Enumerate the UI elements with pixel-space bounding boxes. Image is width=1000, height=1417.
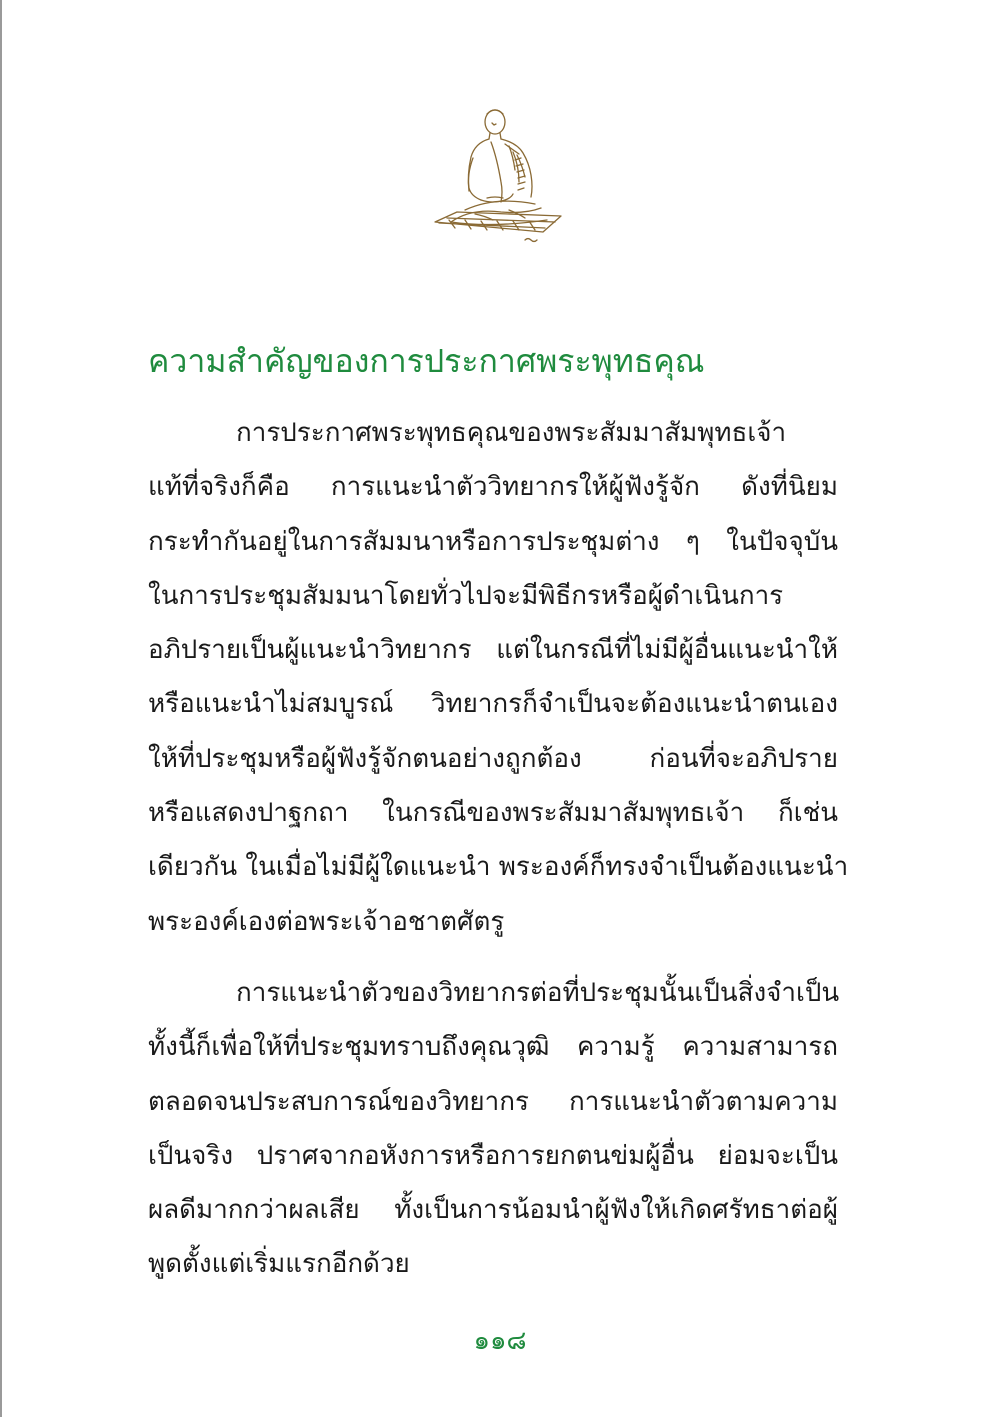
paragraph-line: กระทำกันอยู่ในการสัมมนาหรือการประชุมต่าง ๆ ในปัจจุบัน bbox=[148, 526, 838, 557]
paragraph-line: ผลดีมากกว่าผลเสีย ทั้งเป็นการน้อมนำผู้ฟังให้เกิดศรัทธาต่อผู้ bbox=[148, 1195, 838, 1226]
paragraph-line: ให้ที่ประชุมหรือผู้ฟังรู้จักตนอย่างถูกต้อง ก่อนที่จะอภิปราย bbox=[148, 743, 838, 774]
paragraph-line: อภิปรายเป็นผู้แนะนำวิทยากร แต่ในกรณีที่ไม่มีผู้อื่นแนะนำให้ bbox=[148, 635, 838, 666]
section-heading: ความสำคัญของการประกาศพระพุทธคุณ bbox=[148, 342, 705, 380]
paragraph-line: หรือแนะนำไม่สมบูรณ์ วิทยากรก็จำเป็นจะต้องแนะนำตนเอง bbox=[148, 689, 838, 720]
paragraph-line: เดียวกัน ในเมื่อไม่มีผู้ใดแนะนำ พระองค์ก็ทรงจำเป็นต้องแนะนำ bbox=[148, 852, 849, 883]
paragraph-line: เป็นจริง ปราศจากอหังการหรือการยกตนข่มผู้อื่น ย่อมจะเป็น bbox=[148, 1140, 838, 1171]
page-number: ๑๑๘ bbox=[473, 1326, 527, 1356]
page-edge-rule bbox=[0, 0, 2, 1417]
paragraph-line: ทั้งนี้ก็เพื่อให้ที่ประชุมทราบถึงคุณวุฒิ ความรู้ ความสามารถ bbox=[148, 1032, 838, 1063]
paragraph-line: หรือแสดงปาฐกถา ในกรณีของพระสัมมาสัมพุทธเจ้า ก็เช่น bbox=[148, 798, 838, 829]
paragraph-line: การแนะนำตัวของวิทยากรต่อที่ประชุมนั้นเป็นสิ่งจำเป็น bbox=[236, 978, 840, 1008]
paragraph-line: แท้ที่จริงก็คือ การแนะนำตัววิทยากรให้ผู้ฟังรู้จัก ดังที่นิยม bbox=[148, 472, 838, 503]
paragraph-line: พูดตั้งแต่เริ่มแรกอีกด้วย bbox=[148, 1249, 410, 1280]
paragraph-line: ในการประชุมสัมมนาโดยทั่วไปจะมีพิธีกรหรือผู้ดำเนินการ bbox=[148, 580, 784, 611]
paragraph-line: ตลอดจนประสบการณ์ของวิทยากร การแนะนำตัวตามความ bbox=[148, 1086, 838, 1117]
paragraph-1 bbox=[148, 406, 849, 949]
paragraph-2 bbox=[148, 966, 838, 1292]
seated-monk-illustration-icon bbox=[425, 100, 565, 250]
paragraph-line: พระองค์เองต่อพระเจ้าอชาตศัตรู bbox=[148, 906, 505, 937]
paragraph-line: การประกาศพระพุทธคุณของพระสัมมาสัมพุทธเจ้า bbox=[236, 418, 787, 448]
